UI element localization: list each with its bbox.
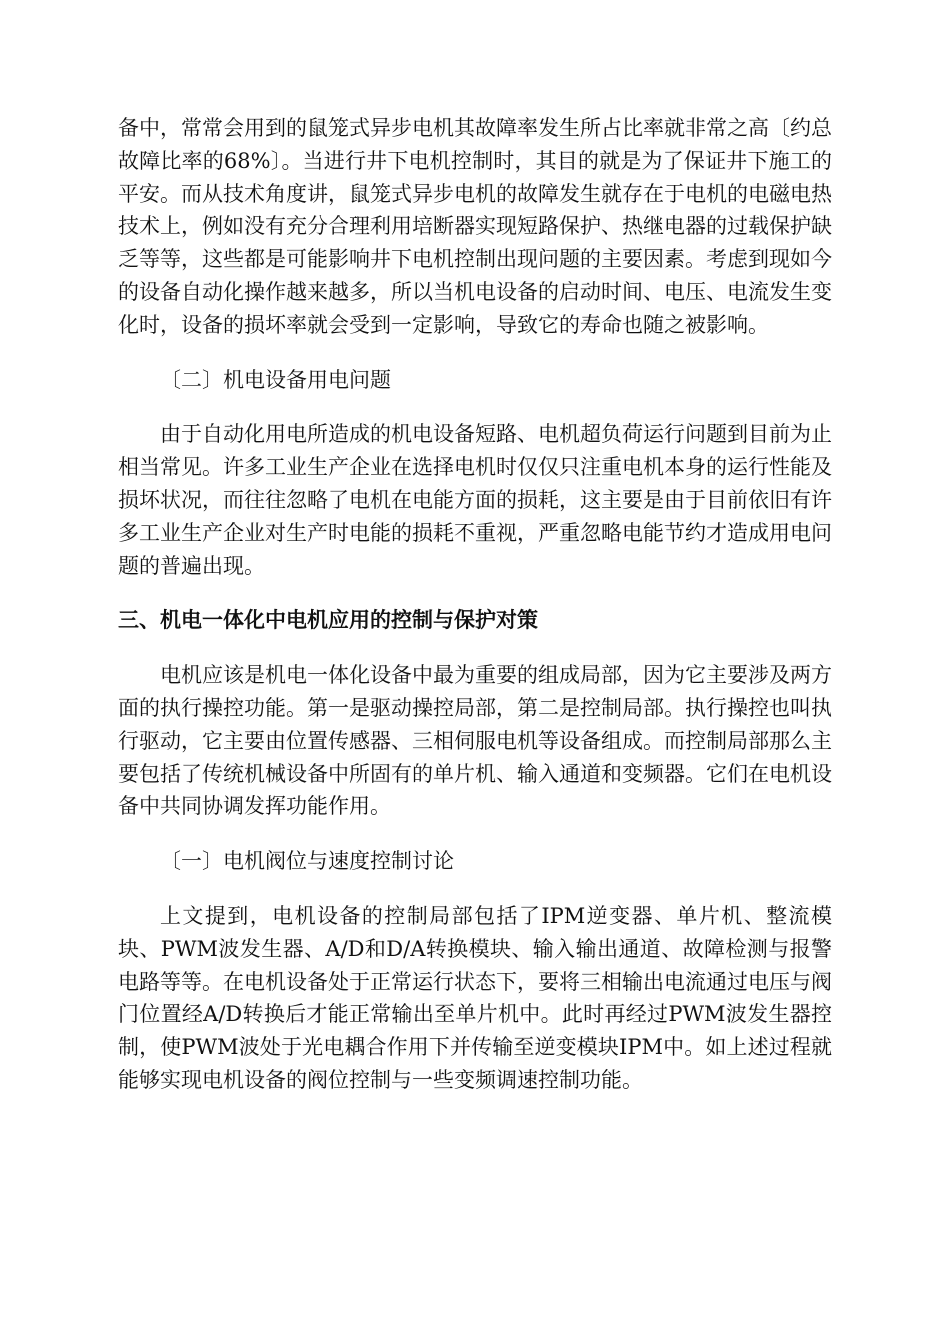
paragraph-motor-failure: 备中，常常会用到的鼠笼式异步电机其故障率发生所占比率就非常之高〔约总故障比率的68%〕。当进行井下电机控制时，其目的就是为了保证井下施工的平安。而从技术角度讲，鼠笼式异步电机的故障发生就存在于电机的电磁电热技术上，例如没有充分合理利用培断器实现短路保护、热继电器的过载保护缺乏等等，这些都是可能影响井下电机控制出现问题的主要因素。考虑到现如今的设备自动化操作越来越多，所以当机电设备的启动时间、电压、电流发生变化时，设备的损坏率就会受到一定影响，导致它的寿命也随之被影响。 xyxy=(118,116,832,337)
paragraph-valve-speed: 上文提到，电机设备的控制局部包括了IPM逆变器、单片机、整流模块、PWM波发生器、A/D和D/A转换模块、输入输出通道、故障检测与报警电路等等。在电机设备处于正常运行状态下，要将三相输出电流通过电压与阀门位置经A/D转换后才能正常输出至单片机中。此时再经过PWM波发生器控制，使PWM波处于光电耦合作用下并传输至逆变模块IPM中。如上述过程就能够实现电机设备的阀位控制与一些变频调速控制功能。 xyxy=(118,903,832,1092)
document-page xyxy=(118,112,832,1097)
paragraph-motor-role: 电机应该是机电一体化设备中最为重要的组成局部，因为它主要涉及两方面的执行操控功能。第一是驱动操控局部，第二是控制局部。执行操控也叫执行驱动，它主要由位置传感器、三相伺服电机等设备组成。而控制局部那么主要包括了传统机械设备中所固有的单片机、输入通道和变频器。它们在电机设备中共同协调发挥功能作用。 xyxy=(118,663,832,819)
paragraph-power-usage: 由于自动化用电所造成的机电设备短路、电机超负荷运行问题到目前为止相当常见。许多工业生产企业在选择电机时仅仅只注重电机本身的运行性能及损坏状况，而往往忽略了电机在电能方面的损耗，这主要是由于目前依旧有许多工业生产企业对生产时电能的损耗不重视，严重忽略电能节约才造成用电问题的普遍出现。 xyxy=(118,422,832,578)
section-heading-control-protection: 三、机电一体化中电机应用的控制与保护对策 xyxy=(118,608,538,633)
subsection-heading-valve-speed: 〔一〕电机阀位与速度控制讨论 xyxy=(160,849,454,874)
subsection-heading-power-usage: 〔二〕机电设备用电问题 xyxy=(160,367,391,392)
